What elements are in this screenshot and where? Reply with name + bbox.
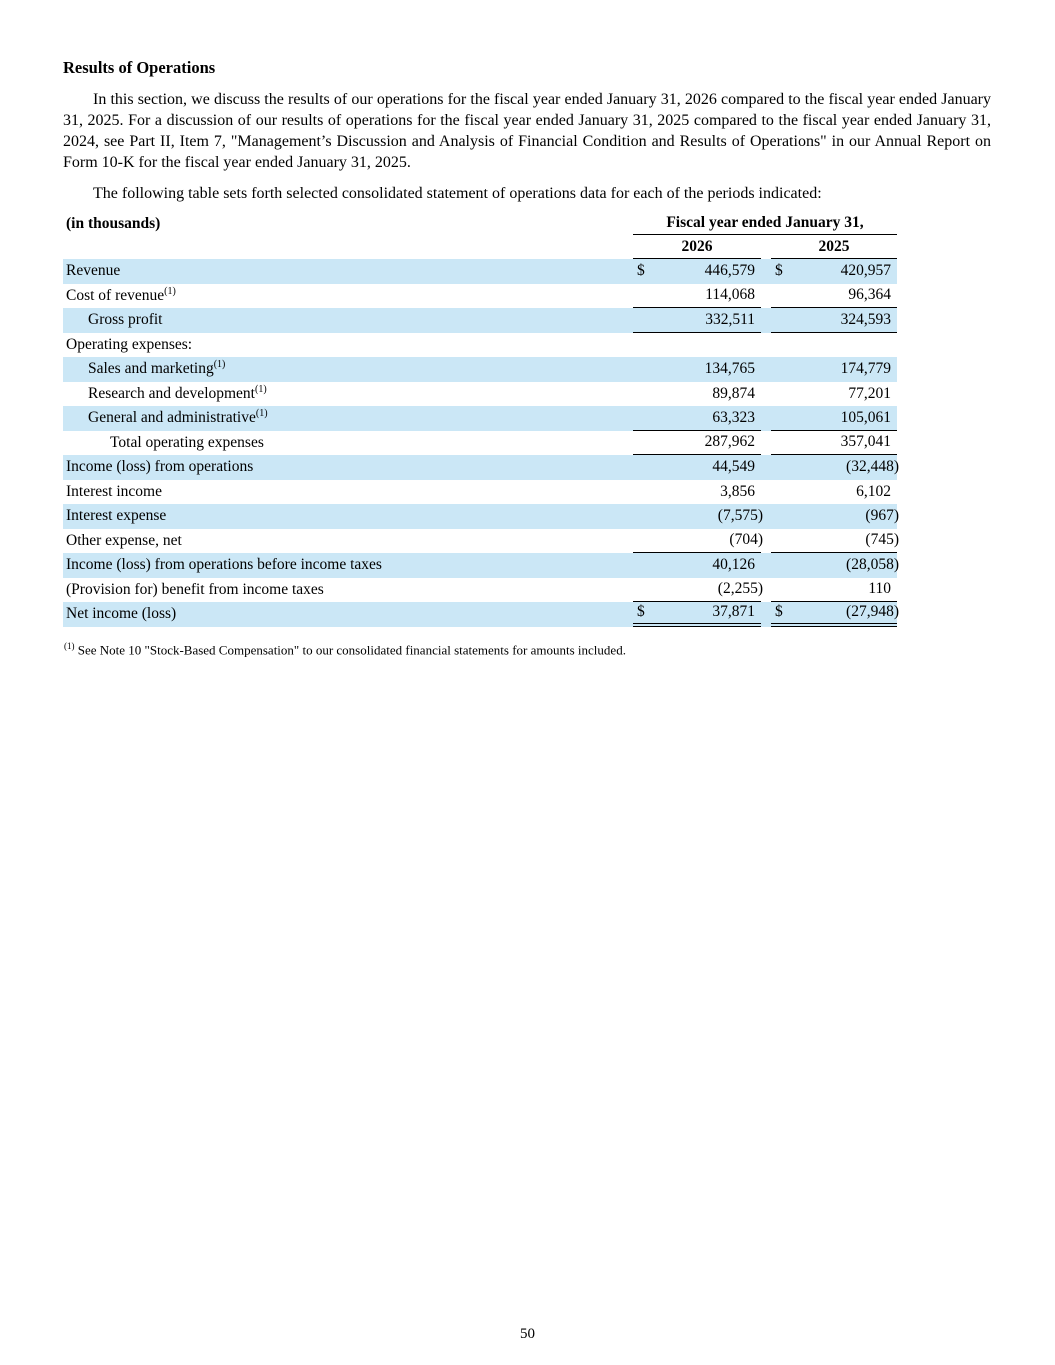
row-label-text: Gross profit <box>88 311 163 329</box>
currency-symbol: $ <box>637 603 645 621</box>
row-label <box>63 556 633 574</box>
value-cell <box>633 406 761 431</box>
table-header-group-row <box>63 211 897 235</box>
table-row <box>63 504 897 529</box>
value-text: 96,364 <box>848 286 891 304</box>
row-label-text: (Provision for) benefit from income taxes <box>66 580 324 598</box>
row-label-text: Other expense, net <box>66 531 182 549</box>
operations-table <box>63 211 897 627</box>
row-label-text: Interest income <box>66 482 162 500</box>
value-cell <box>771 284 897 309</box>
row-label <box>63 360 633 378</box>
column-gap <box>761 357 771 382</box>
value-text: 6,102 <box>856 482 891 500</box>
table-row <box>63 578 897 603</box>
in-thousands-label: (in thousands) <box>66 215 161 232</box>
value-text: (967) <box>865 507 899 525</box>
value-text: (2,255) <box>717 580 763 598</box>
column-gap <box>761 602 771 627</box>
currency-symbol: $ <box>637 262 645 280</box>
value-cell <box>771 333 897 358</box>
value-cell <box>633 431 761 456</box>
row-label <box>63 605 633 623</box>
value-cell <box>633 553 761 578</box>
column-gap <box>761 406 771 431</box>
footnote-marker: (1) <box>64 640 75 651</box>
value-cell <box>633 504 761 529</box>
value-cell <box>771 406 897 431</box>
value-text: (28,058) <box>846 556 899 574</box>
value-text: 114,068 <box>705 286 755 304</box>
row-label-text: Sales and marketing <box>88 360 214 378</box>
row-label <box>63 434 633 452</box>
value-text: 44,549 <box>712 458 755 476</box>
paragraph-intro: In this section, we discuss the results of our operations for the fiscal year ended January 31, 2026 compared to the fiscal year ended January 31, 2025. For a discussion of our results of operations for the fiscal year ended January 31, 2025 compared to the fiscal year ended January 31, 2024, see Part II, Item 7, "Management’s Discussion and Analysis of Financial Condition and Results of Operations" in our Annual Report on Form 10-K for the fiscal year ended January 31, 2025. <box>63 91 991 171</box>
value-cell <box>633 602 761 627</box>
value-cell <box>633 455 761 480</box>
column-gap <box>761 455 771 480</box>
value-cell <box>771 431 897 456</box>
table-row <box>63 529 897 554</box>
table-row <box>63 406 897 431</box>
footnote-ref: (1) <box>255 408 268 420</box>
column-gap <box>761 529 771 554</box>
value-text: 105,061 <box>840 408 891 426</box>
value-text: 324,593 <box>840 310 891 328</box>
table-row <box>63 357 897 382</box>
value-cell <box>771 480 897 505</box>
value-cell <box>771 357 897 382</box>
column-gap <box>761 480 771 505</box>
table-row <box>63 602 897 627</box>
row-label-text: Total operating expenses <box>110 433 264 451</box>
row-label <box>63 581 633 599</box>
value-cell <box>771 455 897 480</box>
row-label-text: Income (loss) from operations before income taxes <box>66 556 382 574</box>
page-content <box>0 0 1055 658</box>
column-gap <box>761 333 771 358</box>
row-label-text: Cost of revenue <box>66 286 165 304</box>
value-text: 446,579 <box>704 262 755 280</box>
row-label <box>63 409 633 427</box>
table-row <box>63 455 897 480</box>
value-cell <box>771 553 897 578</box>
table-row <box>63 553 897 578</box>
value-text: 287,962 <box>704 433 755 451</box>
footnote-ref: (1) <box>255 383 267 395</box>
value-text: 357,041 <box>840 433 891 451</box>
value-cell <box>633 480 761 505</box>
column-gap <box>761 308 771 333</box>
row-label-text: Net income (loss) <box>66 605 177 623</box>
value-cell <box>633 382 761 407</box>
value-text: (704) <box>729 531 763 549</box>
footnote-ref: (1) <box>164 285 176 297</box>
value-text: (7,575) <box>717 507 763 525</box>
table-row <box>63 382 897 407</box>
row-label-text: Revenue <box>66 262 121 280</box>
table-body <box>63 259 897 627</box>
value-cell <box>633 259 761 284</box>
footnote-text: See Note 10 "Stock-Based Compensation" to our consolidated financial statements for amounts included. <box>74 641 626 657</box>
value-text: 110 <box>868 580 891 598</box>
value-cell <box>633 308 761 333</box>
value-cell <box>633 333 761 358</box>
value-text: 3,856 <box>720 482 755 500</box>
currency-symbol: $ <box>775 262 783 280</box>
column-gap <box>761 553 771 578</box>
value-cell <box>633 529 761 554</box>
value-text: 134,765 <box>704 360 755 378</box>
value-text: 89,874 <box>712 384 755 402</box>
row-label <box>63 507 633 525</box>
row-label <box>63 262 633 280</box>
section-heading: Results of Operations <box>63 58 216 77</box>
table-row <box>63 333 897 358</box>
value-cell <box>771 382 897 407</box>
column-header-2026: 2026 <box>633 238 761 259</box>
value-text: (27,948) <box>846 603 899 621</box>
page-number: 50 <box>520 1326 535 1342</box>
row-label <box>63 458 633 476</box>
value-cell <box>633 284 761 309</box>
value-cell <box>771 259 897 284</box>
row-label <box>63 336 633 354</box>
row-label-text: Operating expenses: <box>66 335 193 353</box>
table-row <box>63 284 897 309</box>
currency-symbol: $ <box>775 603 783 621</box>
value-cell <box>633 578 761 603</box>
value-text: (32,448) <box>846 458 899 476</box>
table-row <box>63 431 897 456</box>
column-gap <box>761 259 771 284</box>
value-text: 63,323 <box>712 408 755 426</box>
row-label-text: Interest expense <box>66 507 167 525</box>
column-gap <box>761 578 771 603</box>
table-row <box>63 480 897 505</box>
row-label-text: Research and development <box>88 384 255 402</box>
footnote-ref: (1) <box>213 359 226 371</box>
table-row <box>63 308 897 333</box>
paragraph-table-lead-in: The following table sets forth selected consolidated statement of operations data for each of the periods indicated: <box>93 185 822 202</box>
row-label <box>63 311 633 329</box>
column-gap <box>761 504 771 529</box>
table-header-year-row <box>63 235 897 259</box>
row-label-text: General and administrative <box>88 409 256 427</box>
value-cell <box>771 504 897 529</box>
value-cell <box>771 308 897 333</box>
value-text: 40,126 <box>712 556 755 574</box>
column-gap <box>761 284 771 309</box>
column-gap <box>761 431 771 456</box>
value-text: 420,957 <box>840 262 891 280</box>
row-label <box>63 287 633 305</box>
column-gap <box>761 235 771 259</box>
value-cell <box>633 357 761 382</box>
row-label <box>63 483 633 501</box>
value-cell <box>771 602 897 627</box>
value-text: 332,511 <box>705 310 755 328</box>
column-header-2025: 2025 <box>771 238 897 259</box>
value-text: 77,201 <box>848 384 891 402</box>
row-label <box>63 385 633 403</box>
row-label <box>63 532 633 550</box>
value-text: 37,871 <box>712 603 755 621</box>
column-gap <box>761 382 771 407</box>
table-row <box>63 259 897 284</box>
value-cell <box>771 529 897 554</box>
value-text: 174,779 <box>840 360 891 378</box>
footnote <box>63 641 991 658</box>
value-text: (745) <box>865 531 899 549</box>
fiscal-year-group-header: Fiscal year ended January 31, <box>633 214 897 235</box>
row-label-text: Income (loss) from operations <box>66 458 254 476</box>
value-cell <box>771 578 897 603</box>
